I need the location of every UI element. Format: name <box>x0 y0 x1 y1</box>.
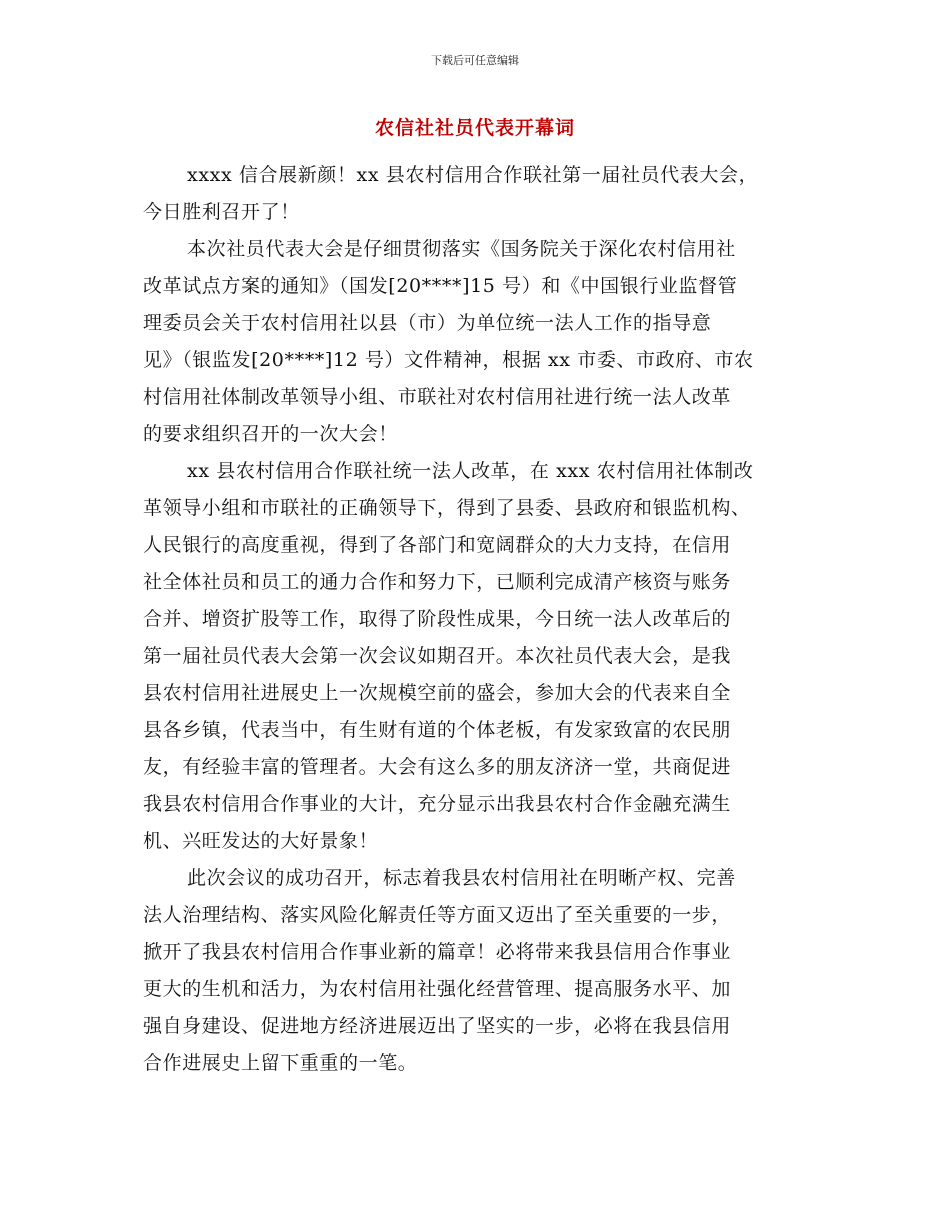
paragraph-line: 社全体社员和员工的通力合作和努力下，已顺利完成清产核资与账务 <box>143 571 732 593</box>
paragraph-significance <box>143 863 813 1085</box>
paragraph-line: 第一届社员代表大会第一次会议如期召开。本次社员代表大会，是我 <box>143 645 732 667</box>
paragraph-line: 的要求组织召开的一次大会！ <box>143 423 398 445</box>
paragraph-line: 县各乡镇，代表当中，有生财有道的个体老板，有发家致富的农民朋 <box>143 719 732 741</box>
paragraph-line: 我县农村信用合作事业的大计，充分显示出我县农村合作金融充满生 <box>143 793 732 815</box>
paragraph-line: 友，有经验丰富的管理者。大会有这么多的朋友济济一堂，共商促进 <box>143 756 732 778</box>
paragraph-line: 法人治理结构、落实风险化解责任等方面又迈出了至关重要的一步， <box>143 904 732 926</box>
paragraph-line: 村信用社体制改革领导小组、市联社对农村信用社进行统一法人改革 <box>143 386 732 408</box>
paragraph-line: 合作进展史上留下重重的一笔。 <box>143 1052 418 1074</box>
paragraph-line: 机、兴旺发达的大好景象！ <box>143 830 379 852</box>
document-title: 农信社社员代表开幕词 <box>374 117 575 139</box>
paragraph-line: xxxx 信合展新颜！xx 县农村信用合作联社第一届社员代表大会， <box>187 164 759 186</box>
paragraph-line: 此次会议的成功召开，标志着我县农村信用社在明晰产权、完善 <box>187 867 736 889</box>
paragraph-line: 合并、增资扩股等工作，取得了阶段性成果，今日统一法人改革后的 <box>143 608 732 630</box>
paragraph-line: 更大的生机和活力，为农村信用社强化经营管理、提高服务水平、加 <box>143 978 732 1000</box>
paragraph-line: 人民银行的高度重视，得到了各部门和宽阔群众的大力支持，在信用 <box>143 534 732 556</box>
page-header: 下载后可任意编辑 <box>431 54 519 67</box>
paragraph-line: 改革试点方案的通知》（国发[20****]15 号）和《中国银行业监督管 <box>143 275 738 297</box>
paragraph-line: 强自身建设、促进地方经济进展迈出了坚实的一步，必将在我县信用 <box>143 1015 732 1037</box>
paragraph-background <box>143 234 813 456</box>
paragraph-line: 县农村信用社进展史上一次规模空前的盛会，参加大会的代表来自全 <box>143 682 732 704</box>
paragraph-opening <box>143 160 813 234</box>
paragraph-line: 掀开了我县农村信用合作事业新的篇章！必将带来我县信用合作事业 <box>143 941 732 963</box>
paragraph-line: xx 县农村信用合作联社统一法人改革，在 xxx 农村信用社体制改 <box>187 460 754 482</box>
paragraph-line: 见》（银监发[20****]12 号）文件精神，根据 xx 市委、市政府、市农 <box>143 349 754 371</box>
paragraph-line: 理委员会关于农村信用社以县（市）为单位统一法人工作的指导意 <box>143 312 712 334</box>
paragraph-reform-progress <box>143 456 813 863</box>
paragraph-line: 革领导小组和市联社的正确领导下，得到了县委、县政府和银监机构、 <box>143 497 751 519</box>
document-body <box>143 160 813 1085</box>
paragraph-line: 本次社员代表大会是仔细贯彻落实《国务院关于深化农村信用社 <box>187 238 736 260</box>
paragraph-line: 今日胜利召开了！ <box>143 201 300 223</box>
